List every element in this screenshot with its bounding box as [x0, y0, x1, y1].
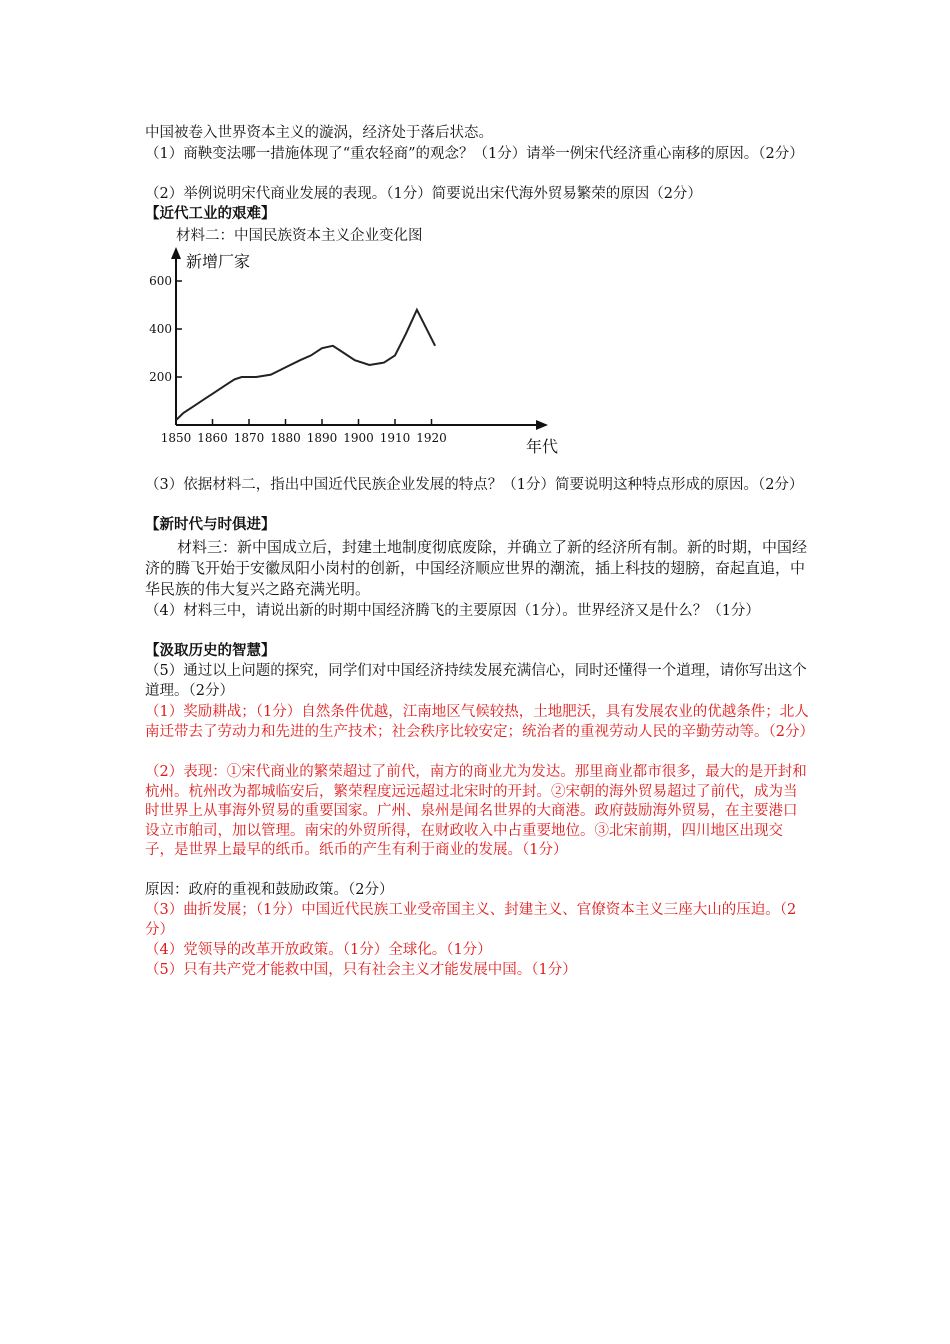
- question-2: （2）举例说明宋代商业发展的表现。（1分）简要说出宋代海外贸易繁荣的原因（2分）: [145, 186, 702, 202]
- chart-x-axis-arrow: [536, 420, 548, 430]
- section-heading-industry: 【近代工业的艰难】: [145, 206, 276, 222]
- chart-y-tick-label: 200: [149, 370, 172, 384]
- chart-x-label: 年代: [526, 437, 559, 456]
- enterprise-chart: [149, 245, 570, 460]
- chart-x-tick-label: 1880: [270, 431, 301, 445]
- chart-x-tick-label: 1910: [379, 431, 411, 445]
- intro-line: 中国被卷入世界资本主义的漩涡，经济处于落后状态。: [145, 125, 493, 141]
- chart-x-tick-label: 1860: [197, 431, 228, 445]
- answer-5: （5）只有共产党才能救中国，只有社会主义才能发展中国。（1分）: [145, 962, 577, 978]
- question-4: （4）材料三中，请说出新的时期中国经济腾飞的主要原因（1分）。世界经济又是什么？（1分）: [145, 603, 760, 619]
- chart-series-line: [176, 310, 435, 420]
- question-3: （3）依据材料二，指出中国近代民族企业发展的特点？（1分）简要说明这种特点形成的原因。（2分）: [145, 477, 804, 493]
- chart-x-tick-label: 1890: [306, 431, 338, 445]
- chart-x-tick-label: 1850: [160, 431, 192, 445]
- chart-y-tick-label: 400: [149, 322, 172, 336]
- chart-y-axis-arrow: [171, 247, 181, 259]
- material-2-title: 材料二：中国民族资本主义企业变化图: [176, 228, 423, 244]
- answer-3: （3）曲折发展；（1分）中国近代民族工业受帝国主义、封建主义、官僚资本主义三座大山的压迫。（2分）: [145, 902, 797, 938]
- question-5: （5）通过以上问题的探究，同学们对中国经济持续发展充满信心，同时还懂得一个道理，请你写出这个道理。（2分）: [145, 663, 807, 699]
- chart-y-tick-label: 600: [149, 274, 172, 288]
- answer-1: （1）奖励耕战；（1分）自然条件优越，江南地区气候较热，土地肥沃，具有发展农业的优越条件；北人南迁带去了劳动力和先进的生产技术；社会秩序比较安定；统治者的重视劳动人民的辛勤劳动等。（2分）: [145, 704, 814, 740]
- chart-y-label: 新增厂家: [186, 252, 251, 271]
- section-heading-wisdom: 【汲取历史的智慧】: [145, 643, 276, 659]
- chart-x-tick-label: 1870: [233, 431, 265, 445]
- question-1: （1）商鞅变法哪一措施体现了“重农轻商”的观念？（1分）请举一例宋代经济重心南移的原因。（2分）: [145, 146, 804, 162]
- material-3: 材料三：新中国成立后，封建土地制度彻底废除，并确立了新的经济所有制。新的时期，中国经济的腾飞开始于安徽凤阳小岗村的创新，中国经济顺应世界的潮流，插上科技的翅膀，奋起直追，中华民族的伟大复兴之路充满光明。: [145, 538, 808, 598]
- answer-4: （4）党领导的改革开放政策。（1分）全球化。（1分）: [145, 942, 492, 958]
- chart-x-tick-label: 1900: [343, 431, 374, 445]
- section-heading-new-era: 【新时代与时俱进】: [145, 517, 276, 533]
- answer-2: （2）表现：①宋代商业的繁荣超过了前代，南方的商业尤为发达。那里商业都市很多，最大的是开封和杭州。杭州改为都城临安后，繁荣程度远远超过北宋时的开封。②宋朝的海外贸易超过了前代，成为当时世界上从事海外贸易的重要国家。广州、泉州是闻名世界的大商港。政府鼓励海外贸易，在主要港口设立市舶司，加以管理。南宋的外贸所得，在财政收入中占重要地位。③北宋前期，四川地区出现交子，是世界上最早的纸币。纸币的产生有利于商业的发展。（1分）: [145, 764, 807, 858]
- answer-2-reason: 原因：政府的重视和鼓励政策。（2分）: [145, 882, 394, 898]
- chart-x-tick-label: 1920: [416, 431, 447, 445]
